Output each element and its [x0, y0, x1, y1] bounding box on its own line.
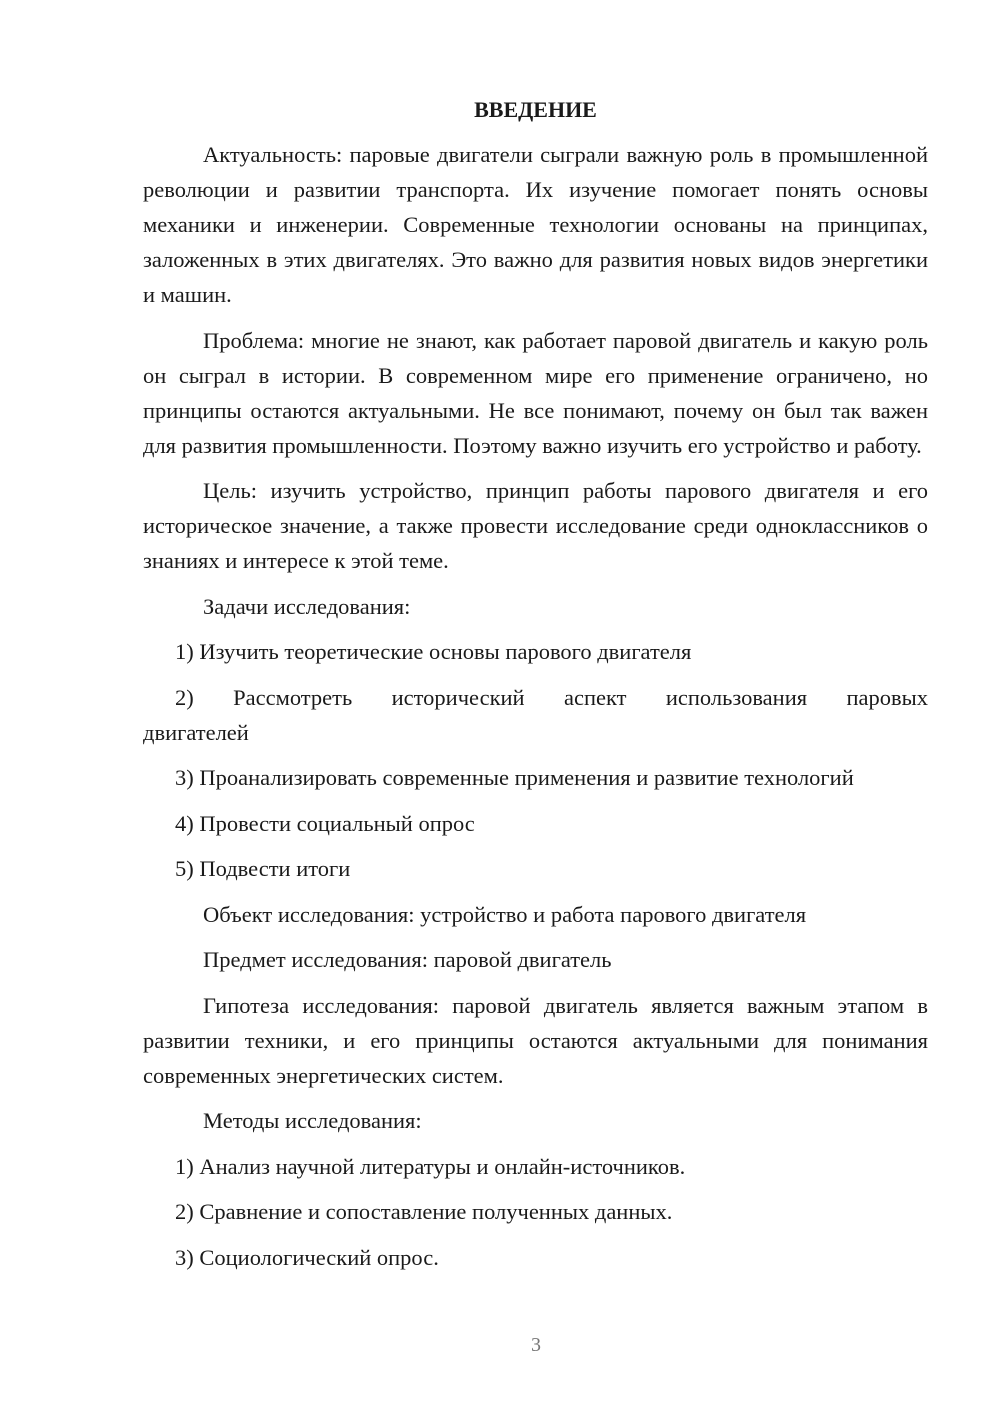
task-item-5: 5) Подвести итоги [175, 856, 351, 881]
page-number: 3 [531, 1334, 541, 1356]
methods-heading: Методы исследования: [203, 1108, 422, 1133]
page-content [143, 95, 928, 1285]
problem-paragraph: Проблема: многие не знают, как работает паровой двигатель и какую роль он сыграл в истории. В современном мире его применение ограничено, но принципы остаются актуальными. Не все понимают, почему он был так важен для развития промышленности. Поэтому важно изучить его устройство и работу. [143, 327, 928, 458]
relevance-paragraph: Актуальность: паровые двигатели сыграли важную роль в промышленной революции и развитии транспорта. Их изучение помогает понять основы механики и инженерии. Современные технологии основаны на принципах, заложенных в этих двигателях. Это важно для развития новых видов энергетики и машин. [143, 142, 928, 307]
goal-paragraph: Цель: изучить устройство, принцип работы парового двигателя и его историческое значение, а также провести исследование среди одноклассников о знаниях и интересе к этой теме. [143, 478, 928, 573]
method-item-1: 1) Анализ научной литературы и онлайн-источников. [175, 1153, 686, 1179]
method-item-3: 3) Социологический опрос. [175, 1244, 439, 1270]
task-item-2: 2) Рассмотреть исторический аспект использования паровых двигателей [143, 684, 928, 745]
task-item-4: 4) Провести социальный опрос [175, 810, 475, 836]
task-item-3: 3) Проанализировать современные применения и развитие технологий [175, 765, 854, 790]
subject-paragraph: Предмет исследования: паровой двигатель [203, 947, 612, 972]
method-item-2: 2) Сравнение и сопоставление полученных данных. [175, 1199, 673, 1224]
hypothesis-paragraph: Гипотеза исследования: паровой двигатель является важным этапом в развитии техники, и его принципы остаются актуальными для понимания современных энергетических систем. [143, 992, 928, 1088]
tasks-heading: Задачи исследования: [203, 593, 411, 619]
task-item-1: 1) Изучить теоретические основы парового двигателя [175, 639, 692, 664]
object-paragraph: Объект исследования: устройство и работа парового двигателя [203, 901, 807, 927]
page-title: ВВЕДЕНИЕ [474, 97, 597, 122]
